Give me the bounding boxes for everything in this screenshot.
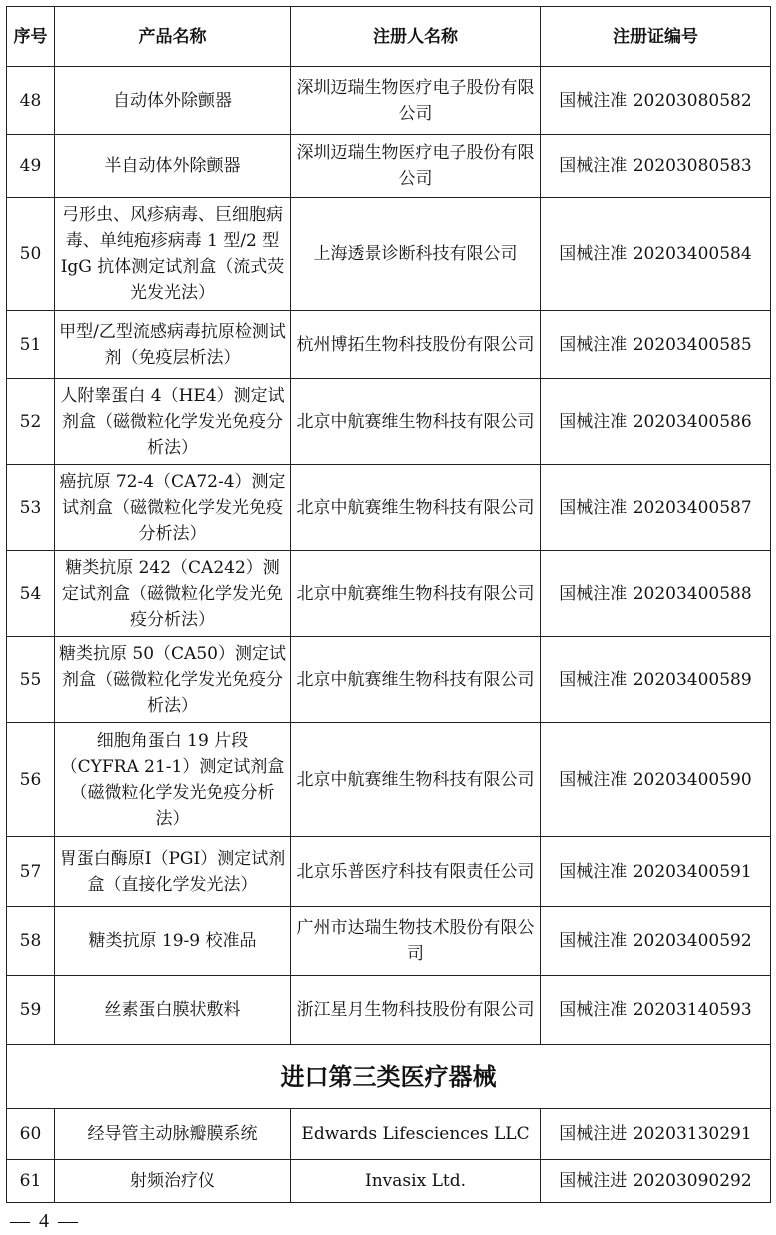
header-registrant: 注册人名称 [291, 7, 541, 67]
product-cell: 半自动体外除颤器 [55, 135, 291, 198]
product-cell: 糖类抗原 242（CA242）测定试剂盒（磁微粒化学发光免疫分析法） [55, 551, 291, 637]
cert-cell: 国械注准 20203400584 [541, 198, 771, 311]
seq-cell: 49 [7, 135, 55, 198]
cert-cell: 国械注准 20203080582 [541, 67, 771, 135]
seq-cell: 54 [7, 551, 55, 637]
product-cell: 胃蛋白酶原I（PGI）测定试剂盒（直接化学发光法） [55, 837, 291, 907]
registrant-cell: 杭州博拓生物科技股份有限公司 [291, 311, 541, 379]
registrant-cell: 广州市达瑞生物技术股份有限公司 [291, 907, 541, 976]
product-cell: 自动体外除颤器 [55, 67, 291, 135]
table-row [7, 379, 771, 465]
product-cell: 糖类抗原 50（CA50）测定试剂盒（磁微粒化学发光免疫分析法） [55, 637, 291, 723]
product-cell: 人附睾蛋白 4（HE4）测定试剂盒（磁微粒化学发光免疫分析法） [55, 379, 291, 465]
registrant-cell: Edwards Lifesciences LLC [291, 1109, 541, 1160]
product-cell: 甲型/乙型流感病毒抗原检测试剂（免疫层析法） [55, 311, 291, 379]
registrant-cell: 北京中航赛维生物科技有限公司 [291, 637, 541, 723]
table-row [7, 1160, 771, 1203]
seq-cell: 51 [7, 311, 55, 379]
table-row [7, 837, 771, 907]
table-row [7, 907, 771, 976]
registrant-cell: 深圳迈瑞生物医疗电子股份有限公司 [291, 67, 541, 135]
section-title: 进口第三类医疗器械 [7, 1045, 771, 1109]
product-cell: 癌抗原 72-4（CA72-4）测定试剂盒（磁微粒化学发光免疫分析法） [55, 465, 291, 551]
registrant-cell: 浙江星月生物科技股份有限公司 [291, 976, 541, 1045]
registrant-cell: 北京中航赛维生物科技有限公司 [291, 551, 541, 637]
table-row [7, 637, 771, 723]
product-cell: 弓形虫、风疹病毒、巨细胞病毒、单纯疱疹病毒 1 型/2 型 IgG 抗体测定试剂盒（流式荧光发光法） [55, 198, 291, 311]
cert-cell: 国械注准 20203140593 [541, 976, 771, 1045]
registrant-cell: 北京中航赛维生物科技有限公司 [291, 379, 541, 465]
header-product: 产品名称 [55, 7, 291, 67]
product-cell: 丝素蛋白膜状敷料 [55, 976, 291, 1045]
cert-cell: 国械注准 20203400587 [541, 465, 771, 551]
cert-cell: 国械注进 20203130291 [541, 1109, 771, 1160]
cert-cell: 国械注准 20203400589 [541, 637, 771, 723]
cert-cell: 国械注进 20203090292 [541, 1160, 771, 1203]
table-row [7, 198, 771, 311]
seq-cell: 52 [7, 379, 55, 465]
cert-cell: 国械注准 20203400590 [541, 723, 771, 837]
cert-cell: 国械注准 20203400588 [541, 551, 771, 637]
product-cell: 细胞角蛋白 19 片段（CYFRA 21-1）测定试剂盒（磁微粒化学发光免疫分析法） [55, 723, 291, 837]
registrant-cell: 上海透景诊断科技有限公司 [291, 198, 541, 311]
registrant-cell: 北京中航赛维生物科技有限公司 [291, 465, 541, 551]
product-cell: 糖类抗原 19-9 校准品 [55, 907, 291, 976]
table-row [7, 311, 771, 379]
table-row [7, 135, 771, 198]
page-number: — 4 — [10, 1210, 80, 1232]
table-row [7, 1109, 771, 1160]
product-cell: 经导管主动脉瓣膜系统 [55, 1109, 291, 1160]
cert-cell: 国械注准 20203080583 [541, 135, 771, 198]
seq-cell: 59 [7, 976, 55, 1045]
header-seq: 序号 [7, 7, 55, 67]
product-cell: 射频治疗仪 [55, 1160, 291, 1203]
seq-cell: 48 [7, 67, 55, 135]
registration-table [6, 6, 771, 1203]
seq-cell: 55 [7, 637, 55, 723]
registrant-cell: Invasix Ltd. [291, 1160, 541, 1203]
seq-cell: 56 [7, 723, 55, 837]
header-row [7, 7, 771, 67]
cert-cell: 国械注准 20203400585 [541, 311, 771, 379]
table-row [7, 551, 771, 637]
seq-cell: 61 [7, 1160, 55, 1203]
registrant-cell: 北京乐普医疗科技有限责任公司 [291, 837, 541, 907]
cert-cell: 国械注准 20203400592 [541, 907, 771, 976]
table-row [7, 723, 771, 837]
header-cert: 注册证编号 [541, 7, 771, 67]
seq-cell: 58 [7, 907, 55, 976]
registrant-cell: 北京中航赛维生物科技有限公司 [291, 723, 541, 837]
cert-cell: 国械注准 20203400586 [541, 379, 771, 465]
table-row [7, 465, 771, 551]
seq-cell: 50 [7, 198, 55, 311]
table-row [7, 976, 771, 1045]
seq-cell: 60 [7, 1109, 55, 1160]
section-row [7, 1045, 771, 1109]
registrant-cell: 深圳迈瑞生物医疗电子股份有限公司 [291, 135, 541, 198]
table-row [7, 67, 771, 135]
seq-cell: 53 [7, 465, 55, 551]
seq-cell: 57 [7, 837, 55, 907]
cert-cell: 国械注准 20203400591 [541, 837, 771, 907]
